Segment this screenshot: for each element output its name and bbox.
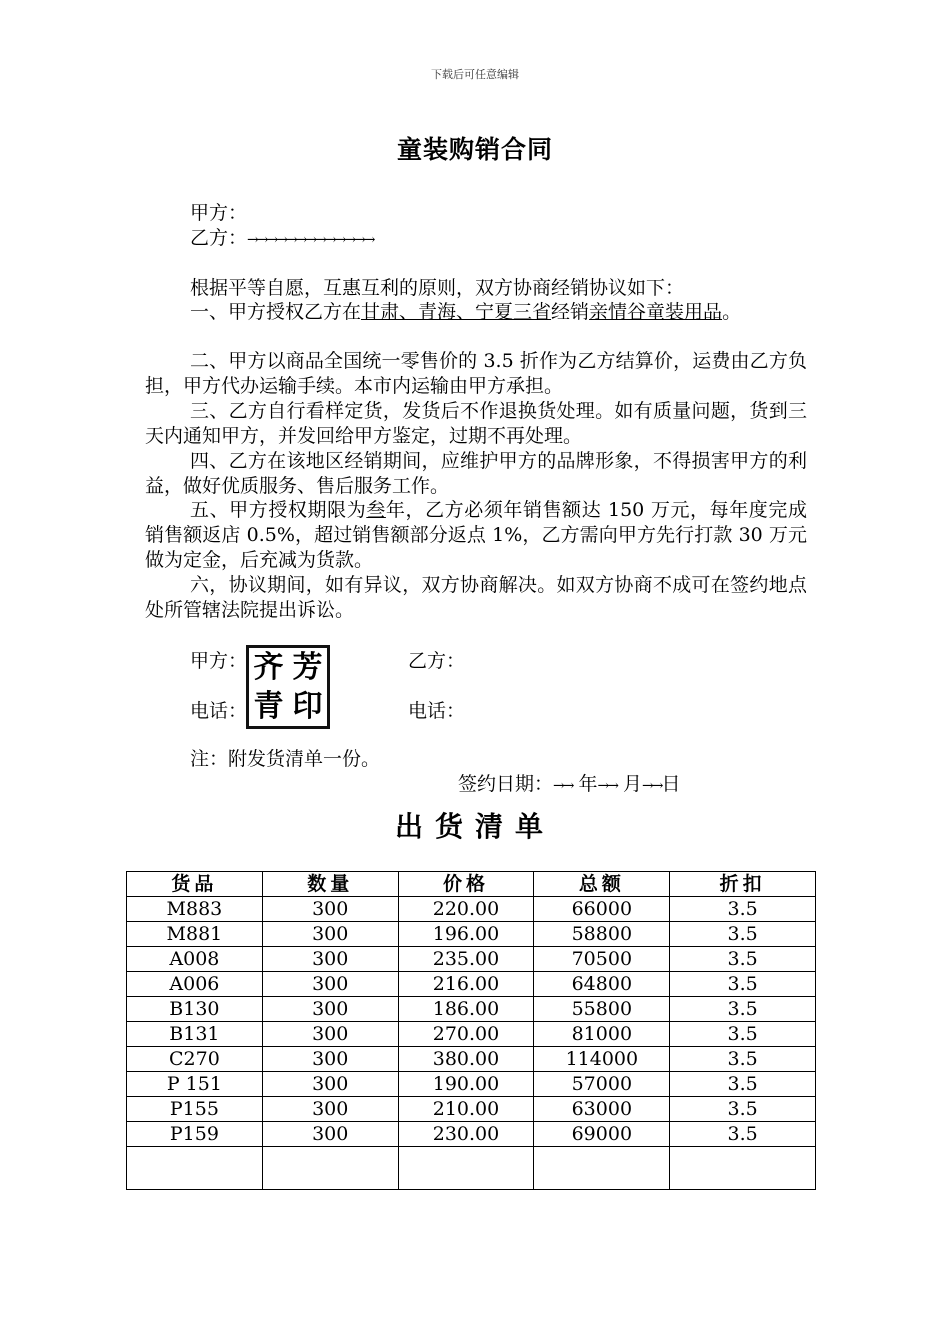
cell-quantity: 300 xyxy=(262,997,398,1022)
clause-5-term: 叁 xyxy=(366,499,386,521)
clause-1-mid: 经销 xyxy=(551,301,590,323)
party-b-blank: →→→→→→→→→→→→→ xyxy=(247,232,374,248)
cell-goods: M883 xyxy=(127,897,263,922)
cell-quantity: 300 xyxy=(262,972,398,997)
party-b-label: 乙方： xyxy=(190,227,248,249)
sign-a-label: 甲方： xyxy=(190,650,248,672)
cell-discount: 3.5 xyxy=(670,1097,816,1122)
cell-goods: M881 xyxy=(127,922,263,947)
day-blank: →→ xyxy=(642,778,662,794)
table-row xyxy=(127,1072,816,1097)
cell-total: 81000 xyxy=(534,1022,670,1047)
cell-quantity: 300 xyxy=(262,1097,398,1122)
cell-quantity: 300 xyxy=(262,897,398,922)
cell-empty xyxy=(398,1147,534,1190)
cell-goods: A008 xyxy=(127,947,263,972)
clause-1-post: 。 xyxy=(722,301,742,323)
intro-paragraph: 根据平等自愿，互惠互利的原则，双方协商经销协议如下： xyxy=(190,277,685,299)
cell-quantity: 300 xyxy=(262,1022,398,1047)
table-row xyxy=(127,897,816,922)
clause-1-pre: 一、甲方授权乙方在 xyxy=(190,301,362,323)
cell-goods: P 151 xyxy=(127,1072,263,1097)
cell-price: 190.00 xyxy=(398,1072,534,1097)
cell-price: 216.00 xyxy=(398,972,534,997)
year-label: 年 xyxy=(572,773,598,795)
cell-goods: B131 xyxy=(127,1022,263,1047)
cell-empty xyxy=(670,1147,816,1190)
cell-goods: B130 xyxy=(127,997,263,1022)
table-row xyxy=(127,1097,816,1122)
cell-price: 380.00 xyxy=(398,1047,534,1072)
shipping-list-table xyxy=(126,871,816,1190)
shipping-list-title: 出货清单 xyxy=(394,810,555,843)
cell-discount: 3.5 xyxy=(670,922,816,947)
cell-total: 64800 xyxy=(534,972,670,997)
header-price: 价格 xyxy=(398,872,534,897)
clause-4: 四、乙方在该地区经销期间，应维护甲方的品牌形象，不得损害甲方的利益，做好优质服务、售后服务工作。 xyxy=(145,450,807,497)
table-row xyxy=(127,997,816,1022)
seal-char: 芳 xyxy=(292,649,323,685)
header-discount: 折扣 xyxy=(670,872,816,897)
party-a-line xyxy=(190,201,247,226)
cell-total: 69000 xyxy=(534,1122,670,1147)
clause-6: 六，协议期间，如有异议，双方协商解决。如双方协商不成可在签约地点处所管辖法院提出诉讼。 xyxy=(145,574,807,621)
clause-1 xyxy=(145,300,807,325)
cell-quantity: 300 xyxy=(262,1047,398,1072)
cell-total: 70500 xyxy=(534,947,670,972)
attachment-note: 注：附发货清单一份。 xyxy=(190,748,381,770)
cell-total: 58800 xyxy=(534,922,670,947)
year-blank: →→ xyxy=(553,778,573,794)
cell-discount: 3.5 xyxy=(670,1122,816,1147)
clause-2: 二、甲方以商品全国统一零售价的 3.5 折作为乙方结算价，运费由乙方负担，甲方代办运输手续。本市内运输由甲方承担。 xyxy=(145,350,807,397)
header-goods: 货品 xyxy=(127,872,263,897)
month-blank: →→ xyxy=(597,778,617,794)
cell-empty xyxy=(262,1147,398,1190)
cell-goods: P159 xyxy=(127,1122,263,1147)
sign-b-label: 乙方： xyxy=(408,650,466,672)
cell-price: 230.00 xyxy=(398,1122,534,1147)
cell-discount: 3.5 xyxy=(670,972,816,997)
table-row xyxy=(127,1047,816,1072)
cell-quantity: 300 xyxy=(262,1122,398,1147)
cell-price: 235.00 xyxy=(398,947,534,972)
cell-total: 114000 xyxy=(534,1047,670,1072)
cell-quantity: 300 xyxy=(262,922,398,947)
company-seal xyxy=(246,645,330,729)
clause-1-product: 亲情谷童装用品 xyxy=(589,301,723,323)
phone-b-label: 电话： xyxy=(408,700,466,722)
cell-quantity: 300 xyxy=(262,947,398,972)
cell-empty xyxy=(534,1147,670,1190)
cell-total: 57000 xyxy=(534,1072,670,1097)
seal-char: 青 xyxy=(253,688,284,724)
party-a-label: 甲方： xyxy=(190,202,248,224)
cell-goods: A006 xyxy=(127,972,263,997)
sign-date xyxy=(458,772,681,799)
cell-price: 220.00 xyxy=(398,897,534,922)
table-row xyxy=(127,947,816,972)
contract-title: 童装购销合同 xyxy=(396,135,553,164)
cell-price: 210.00 xyxy=(398,1097,534,1122)
month-label: 月 xyxy=(617,773,643,795)
seal-char: 齐 xyxy=(253,649,284,685)
day-label: 日 xyxy=(661,773,681,795)
cell-total: 55800 xyxy=(534,997,670,1022)
header-note: 下载后可任意编辑 xyxy=(431,68,519,81)
table-row xyxy=(127,922,816,947)
clause-3: 三、乙方自行看样定货，发货后不作退换货处理。如有质量问题，货到三天内通知甲方，并发回给甲方鉴定，过期不再处理。 xyxy=(145,400,807,447)
cell-price: 270.00 xyxy=(398,1022,534,1047)
cell-empty xyxy=(127,1147,263,1190)
cell-total: 66000 xyxy=(534,897,670,922)
cell-price: 186.00 xyxy=(398,997,534,1022)
clause-5-post: 年，乙方必须年销售额达 150 万元，每年度完成销售额返店 0.5%，超过销售额部分返点 1%，乙方需向甲方先行打款 30 万元做为定金，后充减为货款。 xyxy=(145,499,807,571)
phone-a-label: 电话： xyxy=(190,700,248,722)
cell-discount: 3.5 xyxy=(670,1022,816,1047)
table-header-row xyxy=(127,872,816,897)
cell-price: 196.00 xyxy=(398,922,534,947)
header-total: 总额 xyxy=(534,872,670,897)
cell-discount: 3.5 xyxy=(670,897,816,922)
cell-quantity: 300 xyxy=(262,1072,398,1097)
seal-char: 印 xyxy=(292,688,323,724)
table-row xyxy=(127,972,816,997)
cell-goods: C270 xyxy=(127,1047,263,1072)
table-row xyxy=(127,1022,816,1047)
header-quantity: 数量 xyxy=(262,872,398,897)
clause-5 xyxy=(145,498,807,573)
cell-total: 63000 xyxy=(534,1097,670,1122)
sign-date-label: 签约日期： xyxy=(458,773,554,795)
cell-discount: 3.5 xyxy=(670,997,816,1022)
table-row-empty xyxy=(127,1147,816,1190)
cell-discount: 3.5 xyxy=(670,1047,816,1072)
table-row xyxy=(127,1122,816,1147)
clause-5-pre: 五、甲方授权期限为 xyxy=(190,499,367,521)
cell-discount: 3.5 xyxy=(670,947,816,972)
clause-1-region: 甘肃、青海、宁夏三省 xyxy=(361,301,552,323)
party-b-line xyxy=(190,226,374,253)
cell-discount: 3.5 xyxy=(670,1072,816,1097)
cell-goods: P155 xyxy=(127,1097,263,1122)
